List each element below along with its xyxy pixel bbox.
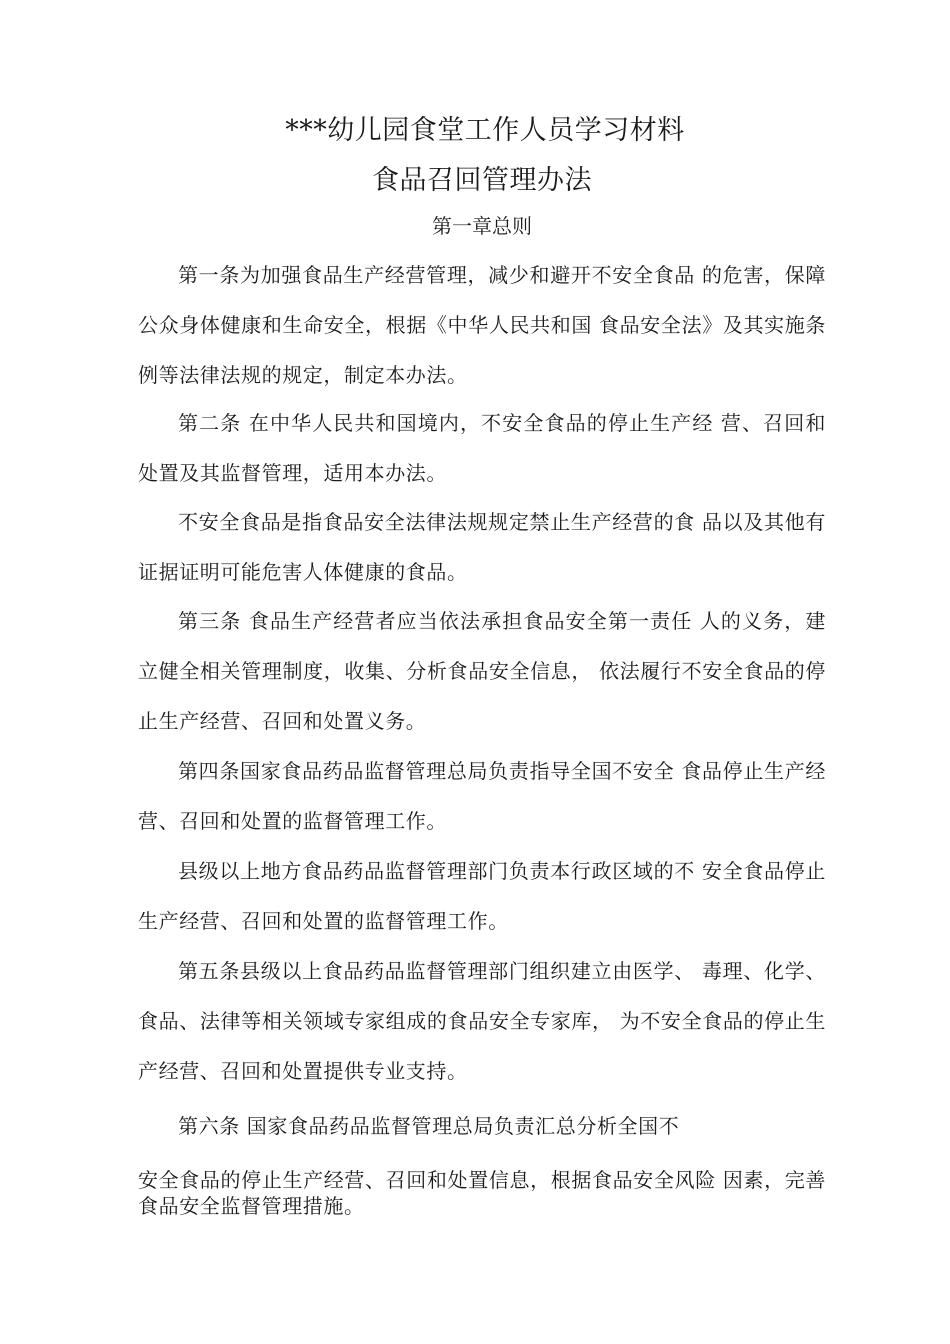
document-subtitle: 食品召回管理办法: [372, 165, 592, 196]
local-supervision-paragraph: 县级以上地方食品药品监督管理部门负责本行政区域的不 安全食品停止生产经营、召回和处置的监督管理工作。: [138, 859, 826, 933]
article-6-continuation-paragraph: 安全食品的停止生产经营、召回和处置信息，根据食品安全风险 因素，完善食品安全监督管理措施。: [138, 1168, 826, 1218]
article-5-paragraph: 第五条县级以上食品药品监督管理部门组织建立由医学、 毒理、化学、食品、法律等相关领域专家组成的食品安全专家库， 为不安全食品的停止生产经营、召回和处置提供专业支持。: [138, 959, 826, 1083]
article-2-paragraph: 第二条 在中华人民共和国境内，不安全食品的停止生产经 营、召回和处置及其监督管理，适用本办法。: [138, 411, 826, 485]
article-6-paragraph: 第六条 国家食品药品监督管理总局负责汇总分析全国不: [178, 1114, 680, 1138]
chapter-heading: 第一章总则: [432, 214, 532, 238]
article-4-paragraph: 第四条国家食品药品监督管理总局负责指导全国不安全 食品停止生产经营、召回和处置的监督管理工作。: [138, 759, 826, 833]
article-1-paragraph: 第一条为加强食品生产经营管理，减少和避开不安全食品 的危害，保障公众身体健康和生命安全，根据《中华人民共和国 食品安全法》及其实施条例等法律法规的规定，制定本办法。: [138, 263, 826, 387]
document-title: ***幼儿园食堂工作人员学习材料: [285, 115, 685, 146]
unsafe-food-definition-paragraph: 不安全食品是指食品安全法律法规规定禁止生产经营的食 品以及其他有证据证明可能危害人体健康的食品。: [138, 510, 826, 584]
article-3-paragraph: 第三条 食品生产经营者应当依法承担食品安全第一责任 人的义务，建立健全相关管理制度，收集、分析食品安全信息， 依法履行不安全食品的停止生产经营、召回和处置义务。: [138, 609, 826, 733]
